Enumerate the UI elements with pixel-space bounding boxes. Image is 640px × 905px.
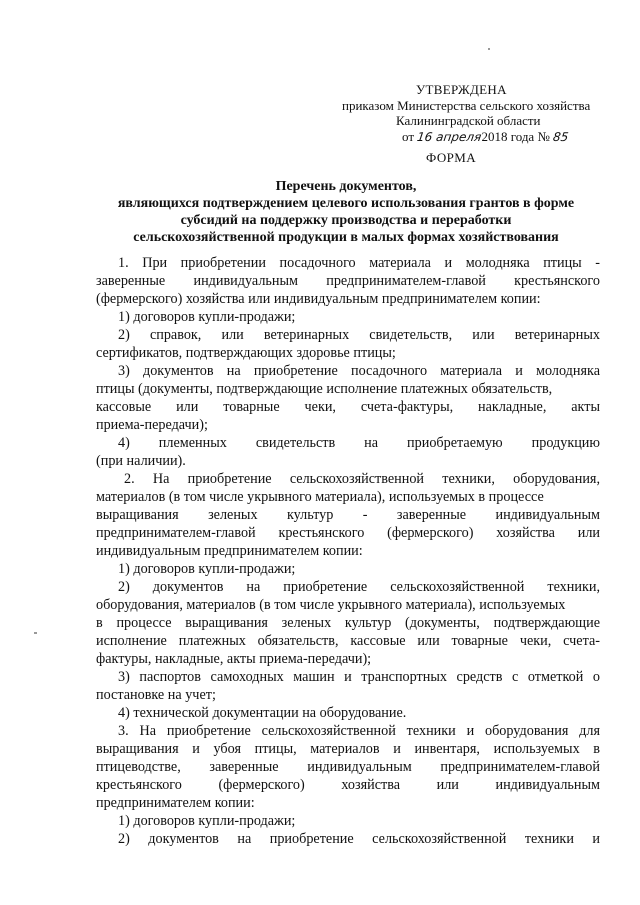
body-line: выращивания и убоя птицы, материалов и инвентаря, используемых в <box>96 741 600 757</box>
body-line: (фермерского) хозяйства или индивидуальным предпринимателем копии: <box>96 291 541 307</box>
body-line: предпринимателем копии: <box>96 795 255 811</box>
body-line: материалов (в том числе укрывного материала), используемых в процессе <box>96 489 544 505</box>
body-line: 3) паспортов самоходных машин и транспортных средств с отметкой о <box>118 669 600 685</box>
document-body <box>96 254 600 848</box>
form-label: ФОРМА <box>426 150 476 165</box>
body-line: 1) договоров купли-продажи; <box>118 561 296 577</box>
body-line: 2) документов на приобретение сельскохозяйственной техники, <box>118 579 600 595</box>
body-line: 2. На приобретение сельскохозяйственной техники, оборудования, <box>124 471 600 487</box>
body-line: птицы (документы, подтверждающие исполнение платежных обязательств, <box>96 381 553 397</box>
body-line: 1. При приобретении посадочного материала и молодняка птицы - <box>118 255 600 271</box>
body-line: кассовые или товарные чеки, счета-фактуры, накладные, акты <box>96 399 600 415</box>
body-line: крестьянского (фермерского) хозяйства или индивидуальным <box>96 777 600 793</box>
body-line: 2) справок, или ветеринарных свидетельств, или ветеринарных <box>118 327 600 343</box>
body-line: (при наличии). <box>96 453 186 469</box>
approval-number-handwritten: 85 <box>552 129 570 144</box>
approval-date-line <box>330 129 600 146</box>
approval-region: Калининградской области <box>396 113 541 128</box>
document-title <box>96 178 596 246</box>
approval-stamp <box>330 82 600 145</box>
body-line: постановке на учет; <box>96 687 216 703</box>
body-line: индивидуальным предпринимателем копии: <box>96 543 363 559</box>
approval-date-handwritten: 16 апреля <box>416 129 483 144</box>
body-line: 3) документов на приобретение посадочного материала и молодняка <box>118 363 600 379</box>
approval-date-suffix: 2018 года № <box>481 128 550 144</box>
body-line: выращивания зеленых культур - заверенные индивидуальным <box>96 507 600 523</box>
body-line: предпринимателем-главой крестьянского (фермерского) хозяйства или <box>96 525 600 541</box>
approval-title: УТВЕРЖДЕНА <box>416 82 507 97</box>
scan-speck <box>34 632 37 634</box>
title-line: сельскохозяйственной продукции в малых формах хозяйствования <box>133 230 559 245</box>
body-line: оборудования, материалов (в том числе укрывного материала), используемых <box>96 597 566 613</box>
approval-date-prefix: от <box>402 128 415 144</box>
body-line: сертификатов, подтверждающих здоровье птицы; <box>96 345 396 361</box>
body-line: приема-передачи); <box>96 417 208 433</box>
body-line: 1) договоров купли-продажи; <box>118 813 296 829</box>
body-line: в процессе выращивания зеленых культур (документы, подтверждающие <box>96 615 600 631</box>
body-line: исполнение платежных обязательств, кассовые или товарные чеки, счета- <box>96 633 600 649</box>
scan-speck <box>488 48 490 50</box>
body-line: 2) документов на приобретение сельскохозяйственной техники и <box>118 831 600 847</box>
body-line: птицеводстве, заверенные индивидуальным предпринимателем-главой <box>96 759 600 775</box>
body-line: 4) технической документации на оборудование. <box>118 705 407 721</box>
approval-order: приказом Министерства сельского хозяйства <box>342 97 591 113</box>
body-line: заверенные индивидуальным предпринимателем-главой крестьянского <box>96 273 600 289</box>
title-line: Перечень документов, <box>275 179 417 194</box>
body-line: 1) договоров купли-продажи; <box>118 309 296 325</box>
title-line: являющихся подтверждением целевого использования грантов в форме <box>117 196 575 211</box>
body-line: 3. На приобретение сельскохозяйственной техники и оборудования для <box>118 723 600 739</box>
body-line: 4) племенных свидетельств на приобретаемую продукцию <box>118 435 600 451</box>
title-line: субсидий на поддержку производства и переработки <box>180 213 512 228</box>
body-line: фактуры, накладные, акты приема-передачи); <box>96 651 372 667</box>
